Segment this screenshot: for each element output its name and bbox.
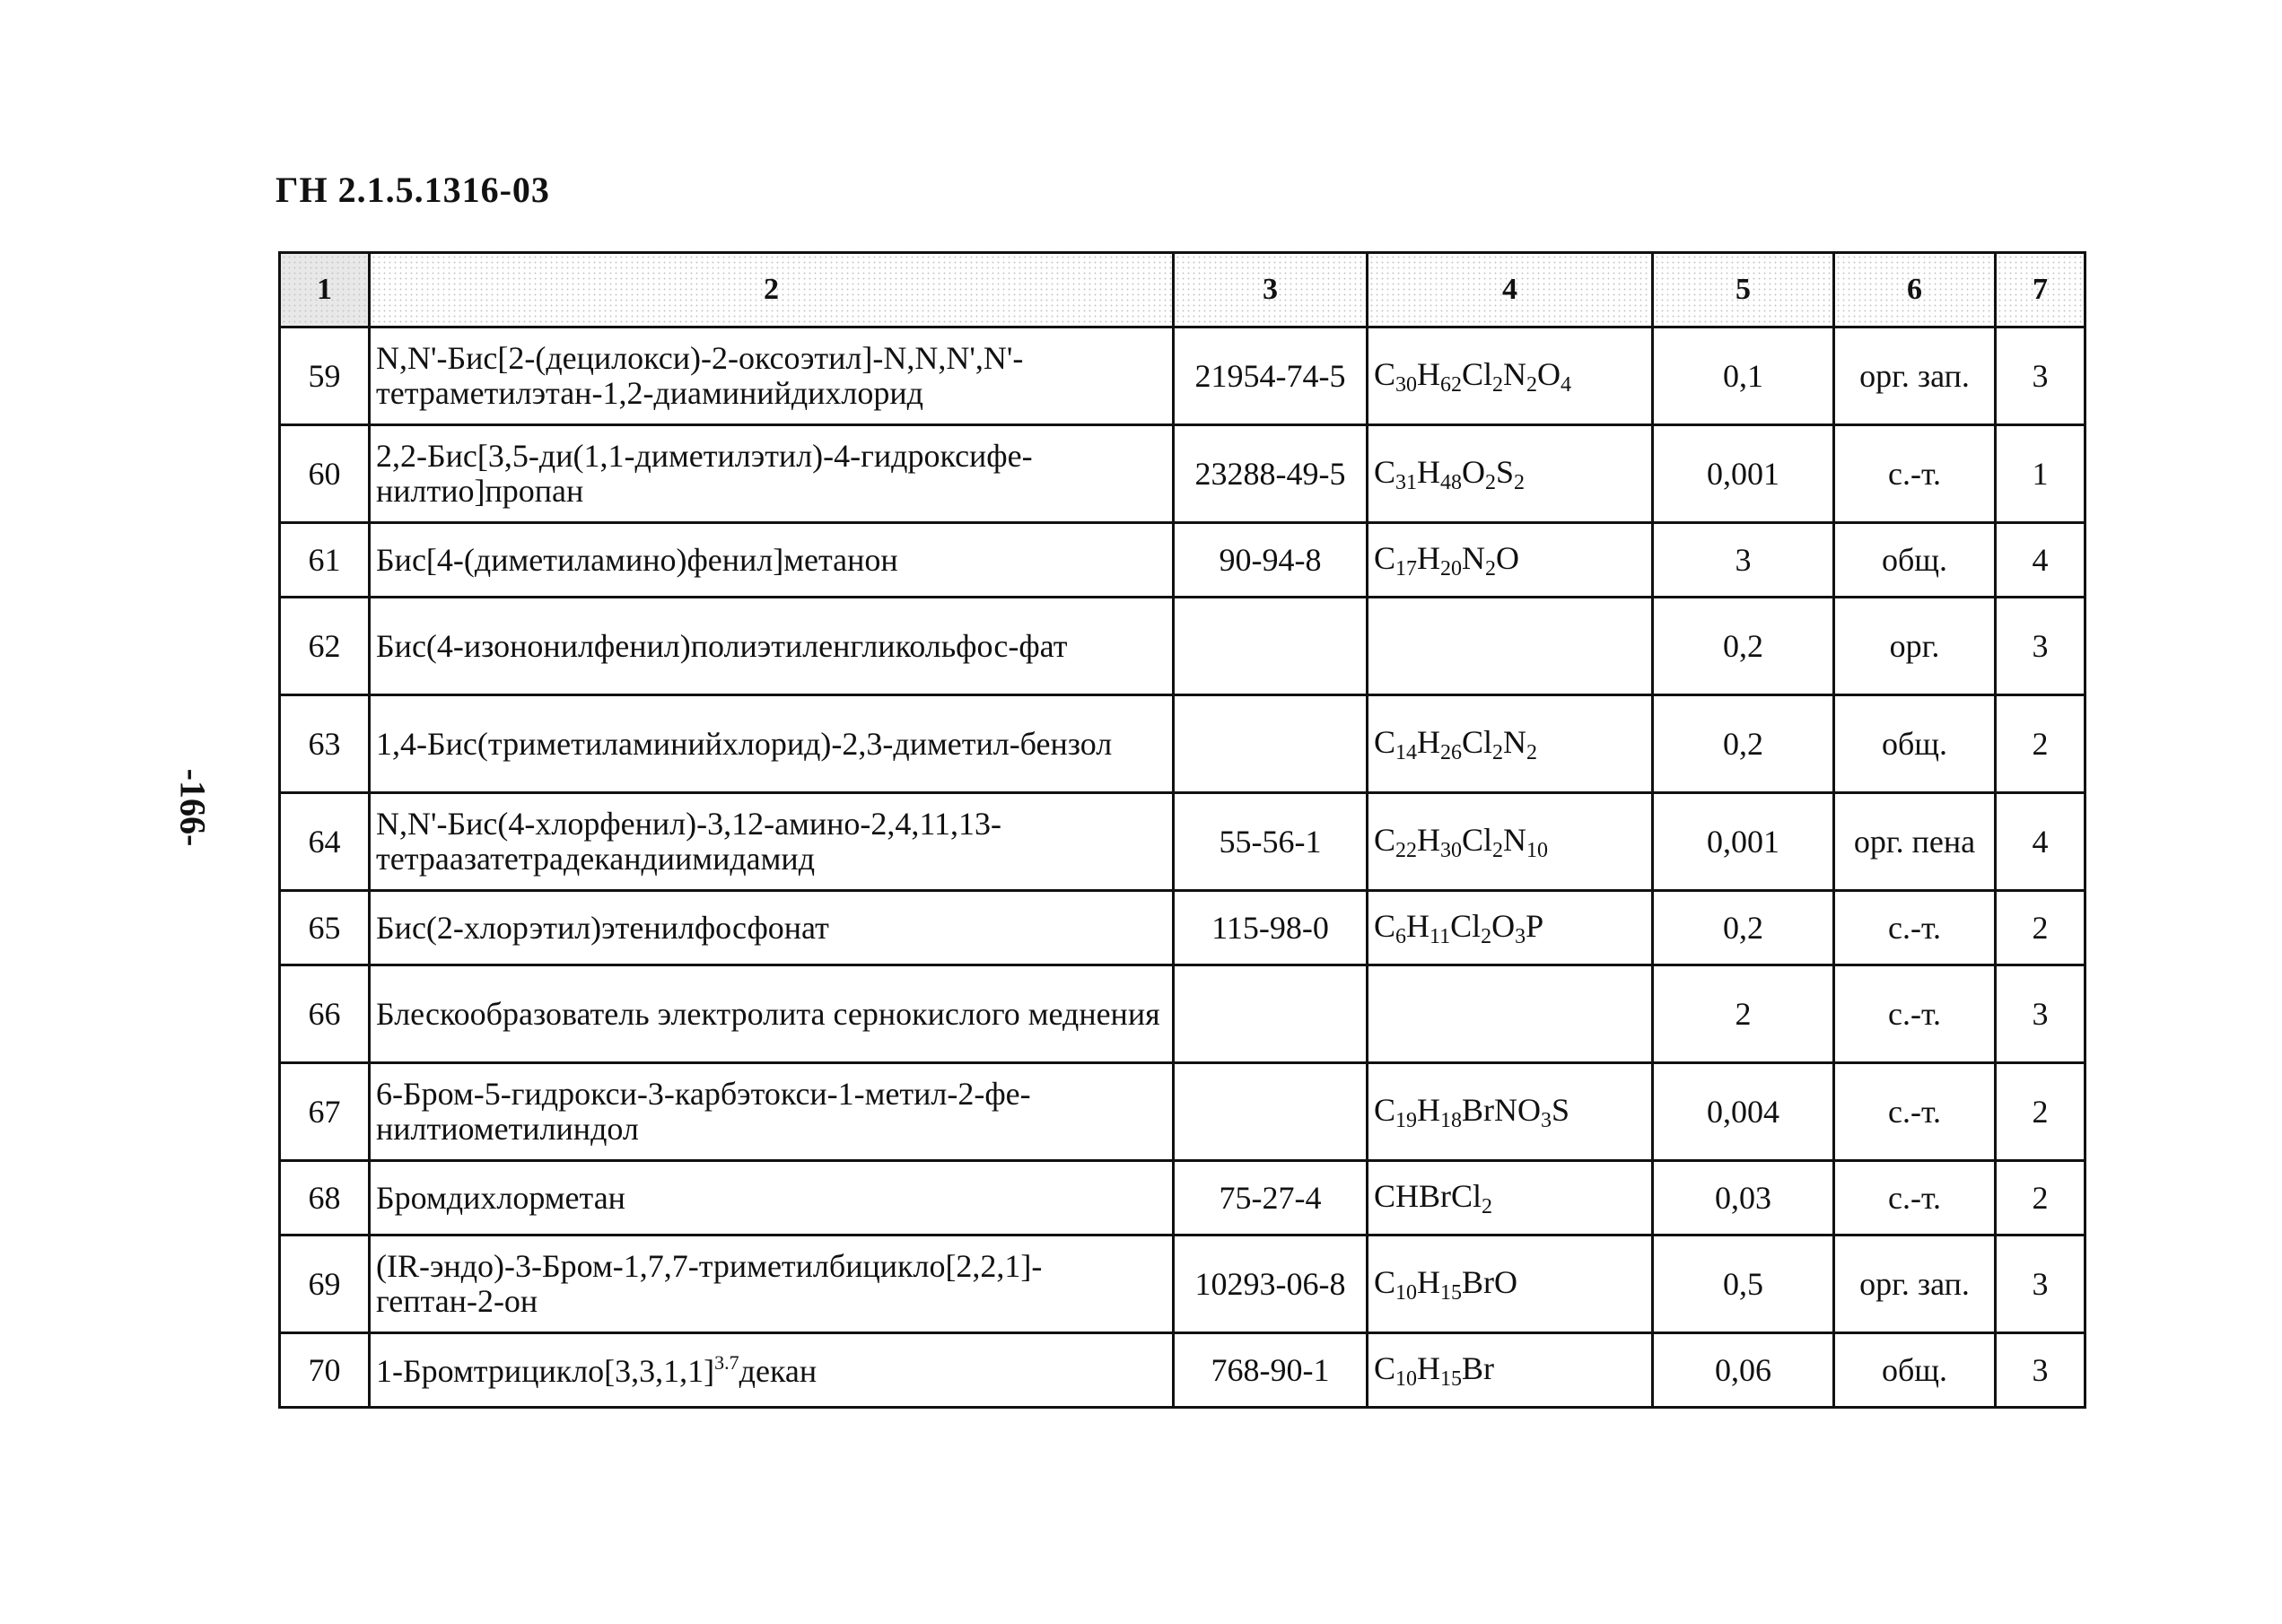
formula-subscript: 2 xyxy=(1485,470,1497,494)
hazard-class: 3 xyxy=(1996,965,2085,1063)
formula-element: H xyxy=(1417,723,1441,760)
cas-number: 768-90-1 xyxy=(1174,1333,1368,1408)
harm-sign: с.-т. xyxy=(1834,1161,1996,1235)
hazard-class: 4 xyxy=(1996,793,2085,891)
substance-name-part: 1-Бромтрицикло[3,3,1,1] xyxy=(376,1352,715,1389)
table-row xyxy=(280,891,2085,965)
harm-sign: общ. xyxy=(1834,1333,1996,1408)
hazard-class: 2 xyxy=(1996,891,2085,965)
formula-subscript: 4 xyxy=(1561,372,1572,397)
column-header-4: 4 xyxy=(1368,253,1653,327)
table-row xyxy=(280,965,2085,1063)
row-number: 65 xyxy=(280,891,370,965)
column-header-5: 5 xyxy=(1653,253,1834,327)
substance-name: Блескообразователь электролита сернокислого меднения xyxy=(370,965,1174,1063)
row-number: 63 xyxy=(280,695,370,793)
hazard-class: 3 xyxy=(1996,327,2085,425)
formula-subscript: 6 xyxy=(1395,924,1407,948)
formula-subscript: 26 xyxy=(1440,740,1463,764)
substance-name: 6-Бром-5-гидрокси-3-карбэтокси-1-метил-2-фе-нилтиометилиндол xyxy=(370,1063,1174,1161)
formula-subscript: 2 xyxy=(1514,470,1526,494)
column-header-7: 7 xyxy=(1996,253,2085,327)
harm-sign: с.-т. xyxy=(1834,891,1996,965)
formula-element: H xyxy=(1417,1091,1441,1128)
chemical-formula xyxy=(1368,965,1653,1063)
table-row xyxy=(280,425,2085,523)
formula-subscript: 3 xyxy=(1515,924,1526,948)
substance-name: Бис(4-изононилфенил)полиэтиленгликольфос-фат xyxy=(370,598,1174,695)
formula-element: P xyxy=(1526,907,1544,944)
cas-number xyxy=(1174,598,1368,695)
table-row xyxy=(280,523,2085,598)
formula-subscript: 19 xyxy=(1395,1108,1418,1132)
hazard-class: 1 xyxy=(1996,425,2085,523)
formula-element: Cl xyxy=(1462,355,1493,392)
formula-element: C xyxy=(1374,821,1396,858)
formula-subscript: 31 xyxy=(1395,470,1418,494)
formula-subscript: 18 xyxy=(1440,1108,1463,1132)
cas-number xyxy=(1174,695,1368,793)
formula-subscript: 2 xyxy=(1492,740,1504,764)
row-number: 59 xyxy=(280,327,370,425)
substance-name: 2,2-Бис[3,5-ди(1,1-диметилэтил)-4-гидроксифе-нилтио]пропан xyxy=(370,425,1174,523)
substance-name: 1,4-Бис(триметиламинийхлорид)-2,3-диметил-бензол xyxy=(370,695,1174,793)
substance-name: N,N'-Бис[2-(децилокси)-2-оксоэтил]-N,N,N',N'-тетраметилэтан-1,2-диаминийдихлорид xyxy=(370,327,1174,425)
formula-element: C xyxy=(1374,355,1396,392)
chemical-formula xyxy=(1368,1333,1653,1408)
formula-subscript: 48 xyxy=(1440,470,1463,494)
formula-element: N xyxy=(1462,539,1486,576)
formula-subscript: 10 xyxy=(1395,1366,1418,1391)
harm-sign: общ. xyxy=(1834,523,1996,598)
formula-subscript: 20 xyxy=(1440,556,1463,581)
norm-value: 0,2 xyxy=(1653,598,1834,695)
table-row xyxy=(280,695,2085,793)
row-number: 64 xyxy=(280,793,370,891)
cas-number: 115-98-0 xyxy=(1174,891,1368,965)
formula-subscript: 2 xyxy=(1485,556,1497,581)
hazard-class: 2 xyxy=(1996,1161,2085,1235)
cas-number: 75-27-4 xyxy=(1174,1161,1368,1235)
formula-subscript: 2 xyxy=(1482,1194,1493,1218)
formula-element: N xyxy=(1503,723,1527,760)
table-row xyxy=(280,1161,2085,1235)
formula-subscript: 22 xyxy=(1395,838,1418,862)
formula-element: C xyxy=(1374,1263,1396,1300)
harm-sign: орг. xyxy=(1834,598,1996,695)
formula-element: Cl xyxy=(1462,723,1493,760)
chemical-formula xyxy=(1368,891,1653,965)
formula-element: H xyxy=(1406,907,1430,944)
table-header xyxy=(280,253,2085,327)
formula-element: Cl xyxy=(1450,907,1482,944)
substance-name: Бромдихлорметан xyxy=(370,1161,1174,1235)
norm-value: 0,1 xyxy=(1653,327,1834,425)
formula-subscript: 15 xyxy=(1440,1280,1463,1305)
formula-element: S xyxy=(1552,1091,1570,1128)
page-number: -166- xyxy=(172,768,214,847)
formula-element: H xyxy=(1417,1263,1441,1300)
formula-element: C xyxy=(1374,1091,1396,1128)
hazard-class: 3 xyxy=(1996,1333,2085,1408)
formula-element: O xyxy=(1496,539,1520,576)
chemical-formula xyxy=(1368,327,1653,425)
chemical-formula xyxy=(1368,695,1653,793)
cas-number: 10293-06-8 xyxy=(1174,1235,1368,1333)
chemical-formula xyxy=(1368,1235,1653,1333)
substance-name: (IR-эндо)-3-Бром-1,7,7-триметилбицикло[2,2,1]-гептан-2-он xyxy=(370,1235,1174,1333)
row-number: 68 xyxy=(280,1161,370,1235)
table-row xyxy=(280,1235,2085,1333)
formula-element: H xyxy=(1417,355,1441,392)
formula-subscript: 2 xyxy=(1526,372,1538,397)
chemical-formula xyxy=(1368,793,1653,891)
formula-element: BrO xyxy=(1462,1263,1518,1300)
formula-element: O xyxy=(1462,453,1486,490)
norm-value: 0,2 xyxy=(1653,891,1834,965)
formula-element: O xyxy=(1537,355,1561,392)
formula-element: O xyxy=(1491,907,1516,944)
hazard-class: 3 xyxy=(1996,1235,2085,1333)
cas-number: 90-94-8 xyxy=(1174,523,1368,598)
formula-subscript: 10 xyxy=(1395,1280,1418,1305)
chemical-formula xyxy=(1368,1063,1653,1161)
harm-sign: с.-т. xyxy=(1834,965,1996,1063)
formula-element: H xyxy=(1417,453,1441,490)
norm-value: 2 xyxy=(1653,965,1834,1063)
formula-subscript: 3 xyxy=(1541,1108,1552,1132)
norm-value: 0,5 xyxy=(1653,1235,1834,1333)
column-header-6: 6 xyxy=(1834,253,1996,327)
column-header-1: 1 xyxy=(280,253,370,327)
column-header-3: 3 xyxy=(1174,253,1368,327)
substance-name: N,N'-Бис(4-хлорфенил)-3,12-амино-2,4,11,13-тетраазатетрадекандиимидамид xyxy=(370,793,1174,891)
harm-sign: орг. зап. xyxy=(1834,1235,1996,1333)
formula-subscript: 62 xyxy=(1440,372,1463,397)
formula-element: H xyxy=(1417,1349,1441,1386)
norm-value: 3 xyxy=(1653,523,1834,598)
cas-number xyxy=(1174,1063,1368,1161)
chemical-formula xyxy=(1368,523,1653,598)
harm-sign: общ. xyxy=(1834,695,1996,793)
formula-element: Cl xyxy=(1462,821,1493,858)
table-row xyxy=(280,1063,2085,1161)
row-number: 60 xyxy=(280,425,370,523)
formula-element: H xyxy=(1417,821,1441,858)
formula-element: N xyxy=(1503,821,1527,858)
table-body xyxy=(280,327,2085,1408)
row-number: 62 xyxy=(280,598,370,695)
chemical-formula xyxy=(1368,1161,1653,1235)
formula-element: C xyxy=(1374,453,1396,490)
formula-element: S xyxy=(1496,453,1515,490)
formula-subscript: 10 xyxy=(1526,838,1549,862)
chemical-formula xyxy=(1368,598,1653,695)
hazard-class: 2 xyxy=(1996,695,2085,793)
formula-subscript: 14 xyxy=(1395,740,1418,764)
substances-table xyxy=(278,251,2086,1409)
formula-element: BrNO xyxy=(1462,1091,1542,1128)
formula-subscript: 30 xyxy=(1440,838,1463,862)
formula-element: Br xyxy=(1462,1349,1495,1386)
formula-element: C xyxy=(1374,539,1396,576)
norm-value: 0,03 xyxy=(1653,1161,1834,1235)
norm-value: 0,001 xyxy=(1653,793,1834,891)
formula-element: C xyxy=(1374,723,1396,760)
hazard-class: 4 xyxy=(1996,523,2085,598)
formula-element: CHBrCl xyxy=(1374,1177,1482,1214)
formula-element: C xyxy=(1374,1349,1396,1386)
norm-value: 0,06 xyxy=(1653,1333,1834,1408)
table-row xyxy=(280,793,2085,891)
substance-name xyxy=(370,1333,1174,1408)
table-row xyxy=(280,1333,2085,1408)
substance-name: Бис(2-хлорэтил)этенилфосфонат xyxy=(370,891,1174,965)
formula-element: H xyxy=(1417,539,1441,576)
formula-subscript: 11 xyxy=(1430,924,1451,948)
formula-subscript: 15 xyxy=(1440,1366,1463,1391)
harm-sign: орг. зап. xyxy=(1834,327,1996,425)
formula-subscript: 30 xyxy=(1395,372,1418,397)
formula-subscript: 17 xyxy=(1395,556,1418,581)
cas-number: 23288-49-5 xyxy=(1174,425,1368,523)
harm-sign: с.-т. xyxy=(1834,1063,1996,1161)
cas-number xyxy=(1174,965,1368,1063)
formula-subscript: 2 xyxy=(1492,372,1504,397)
norm-value: 0,001 xyxy=(1653,425,1834,523)
column-header-2: 2 xyxy=(370,253,1174,327)
hazard-class: 2 xyxy=(1996,1063,2085,1161)
row-number: 69 xyxy=(280,1235,370,1333)
cas-number: 55-56-1 xyxy=(1174,793,1368,891)
chemical-formula xyxy=(1368,425,1653,523)
substance-name-part: декан xyxy=(739,1352,817,1389)
substance-name: Бис[4-(диметиламино)фенил]метанон xyxy=(370,523,1174,598)
row-number: 66 xyxy=(280,965,370,1063)
row-number: 70 xyxy=(280,1333,370,1408)
substance-name-superscript: 3.7 xyxy=(714,1350,739,1374)
norm-value: 0,004 xyxy=(1653,1063,1834,1161)
table-row xyxy=(280,598,2085,695)
formula-element: N xyxy=(1503,355,1527,392)
formula-subscript: 2 xyxy=(1526,740,1538,764)
hazard-class: 3 xyxy=(1996,598,2085,695)
harm-sign: с.-т. xyxy=(1834,425,1996,523)
formula-element: C xyxy=(1374,907,1396,944)
cas-number: 21954-74-5 xyxy=(1174,327,1368,425)
harm-sign: орг. пена xyxy=(1834,793,1996,891)
row-number: 67 xyxy=(280,1063,370,1161)
norm-value: 0,2 xyxy=(1653,695,1834,793)
document-title: ГН 2.1.5.1316-03 xyxy=(275,170,550,210)
formula-subscript: 2 xyxy=(1481,924,1492,948)
table-row xyxy=(280,327,2085,425)
formula-subscript: 2 xyxy=(1492,838,1504,862)
row-number: 61 xyxy=(280,523,370,598)
